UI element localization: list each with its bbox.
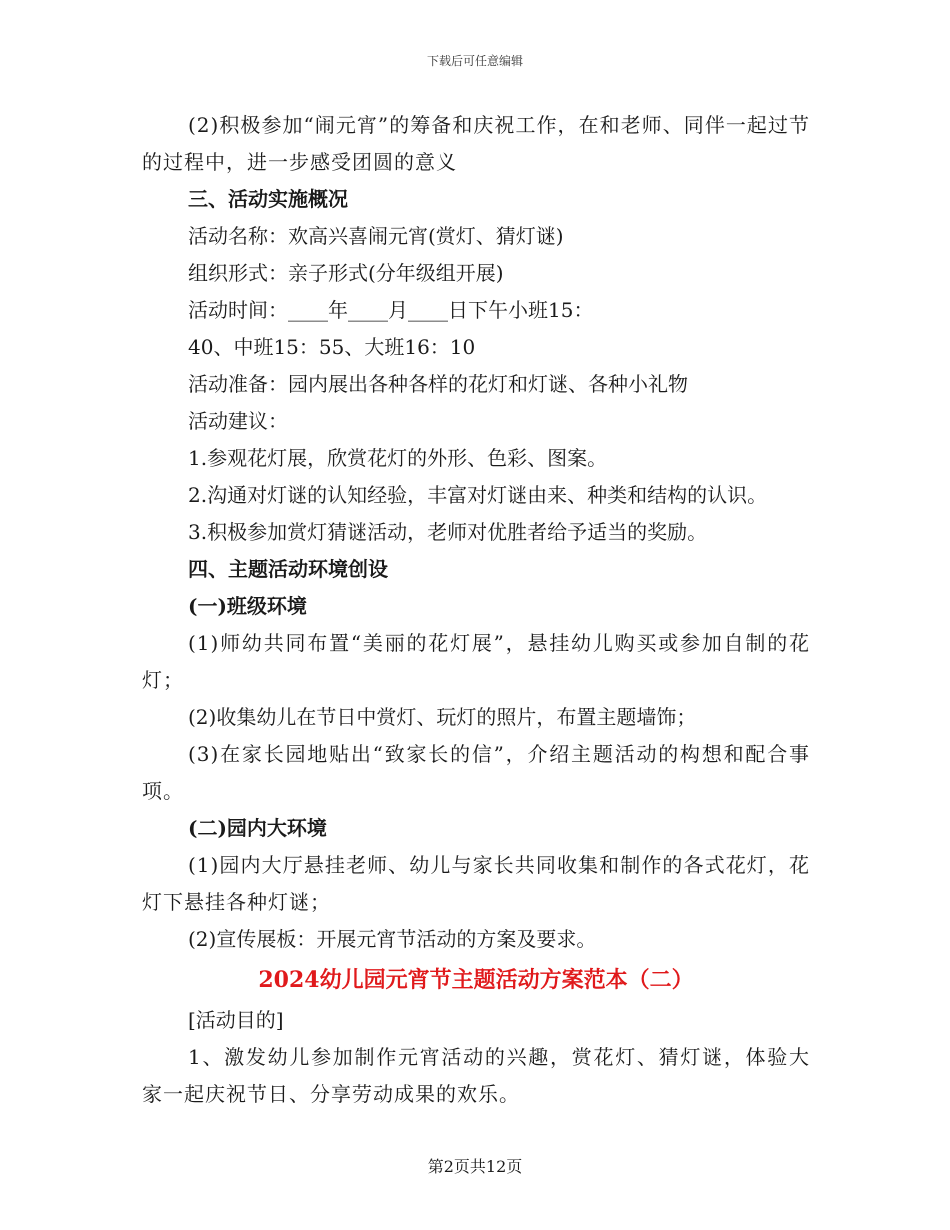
goal-item-1: 1、激发幼儿参加制作元宵活动的兴趣，赏花灯、猜灯谜，体验大家一起庆祝节日、分享劳动成果的欢乐。 (142, 1045, 810, 1106)
paragraph-goal-2: (2)积极参加“闹元宵”的筹备和庆祝工作，在和老师、同伴一起过节的过程中，进一步感受团圆的意义 (142, 113, 810, 174)
class-env-item-1: (1)师幼共同布置“美丽的花灯展”，悬挂幼儿购买或参加自制的花灯； (142, 631, 810, 692)
organization-form: 组织形式：亲子形式(分年级组开展) (188, 261, 504, 285)
advice-item-1: 1.参观花灯展，欣赏花灯的外形、色彩、图案。 (188, 446, 608, 470)
subsection-class-environment: (一)班级环境 (188, 594, 307, 618)
class-env-item-3: (3)在家长园地贴出“致家长的信”，介绍主题活动的构想和配合事项。 (142, 742, 810, 803)
page-number-footer: 第2页共12页 (427, 1157, 523, 1176)
goal-label: [活动目的] (188, 1008, 284, 1032)
activity-time-line-1: 活动时间：____年____月____日下午小班15： (188, 298, 594, 322)
subsection-campus-environment: (二)园内大环境 (188, 816, 327, 840)
document-title-part-2: 2024幼儿园元宵节主题活动方案范本（二） (258, 967, 694, 993)
campus-env-item-1: (1)园内大厅悬挂老师、幼儿与家长共同收集和制作的各式花灯，花灯下悬挂各种灯谜； (142, 853, 810, 914)
activity-name: 活动名称：欢高兴喜闹元宵(赏灯、猜灯谜) (188, 224, 564, 248)
section-heading-3: 三、活动实施概况 (188, 187, 348, 211)
campus-env-item-2: (2)宣传展板：开展元宵节活动的方案及要求。 (188, 927, 597, 951)
page-header-note: 下载后可任意编辑 (426, 54, 523, 68)
document-body (142, 107, 810, 1113)
activity-time-line-2: 40、中班15：55、大班16：10 (188, 335, 476, 359)
advice-item-3: 3.积极参加赏灯猜谜活动，老师对优胜者给予适当的奖励。 (188, 520, 708, 544)
activity-preparation: 活动准备：园内展出各种各样的花灯和灯谜、各种小礼物 (188, 372, 688, 396)
class-env-item-2: (2)收集幼儿在节日中赏灯、玩灯的照片，布置主题墙饰； (188, 705, 697, 729)
section-heading-4: 四、主题活动环境创设 (188, 557, 388, 581)
advice-item-2: 2.沟通对灯谜的认知经验，丰富对灯谜由来、种类和结构的认识。 (188, 483, 768, 507)
activity-advice-label: 活动建议： (188, 409, 288, 433)
